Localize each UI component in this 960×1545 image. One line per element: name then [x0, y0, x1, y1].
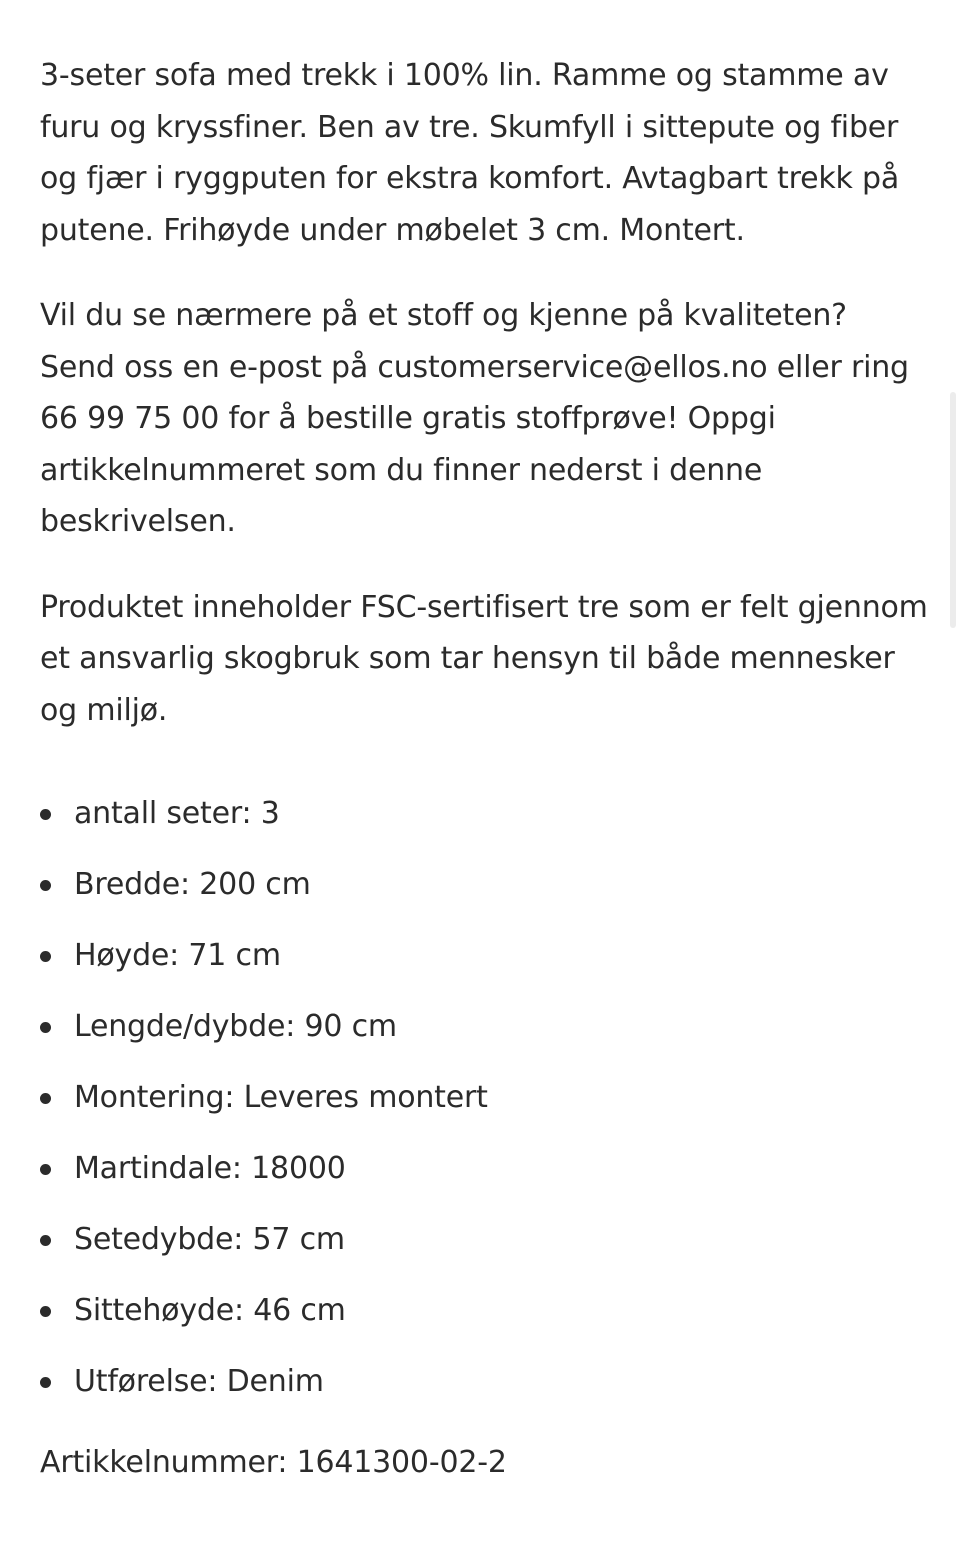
- description-paragraph-fsc: Produktet inneholder FSC-sertifisert tre som er felt gjennom et ansvarlig skogbruk som tar hensyn til både mennesker og miljø.: [40, 589, 928, 728]
- spec-item-assembly: [40, 1076, 930, 1147]
- spec-text: antall seter: 3: [74, 796, 280, 831]
- bullet-icon: [40, 1164, 51, 1175]
- spec-text: Sittehøyde: 46 cm: [74, 1293, 346, 1328]
- bullet-icon: [40, 880, 51, 891]
- spec-text: Setedybde: 57 cm: [74, 1222, 345, 1257]
- spec-item-finish: [40, 1360, 930, 1431]
- description-paragraph-material: 3-seter sofa med trekk i 100% lin. Ramme og stamme av furu og kryssfiner. Ben av tre. Skumfyll i sittepute og fiber og fjær i ryggputen for ekstra komfort. Avtagbart trekk på putene. Frihøyde under møbelet 3 cm. Montert.: [40, 58, 900, 248]
- spec-item-seat-height: [40, 1289, 930, 1360]
- description-paragraph-fabric-sample: Vil du se nærmere på et stoff og kjenne på kvaliteten? Send oss en e-post på customerservice@ellos.no eller ring 66 99 75 00 for å bestille gratis stoffprøve! Oppgi artikkelnummeret som du finner nederst i denne beskrivelsen.: [40, 298, 909, 539]
- spec-item-depth: [40, 1005, 930, 1076]
- vertical-scrollbar[interactable]: [950, 392, 956, 628]
- spec-item-seats: [40, 792, 930, 863]
- spec-item-martindale: [40, 1147, 930, 1218]
- spec-text: Montering: Leveres montert: [74, 1080, 488, 1115]
- spec-item-height: [40, 934, 930, 1005]
- bullet-icon: [40, 1093, 51, 1104]
- bullet-icon: [40, 1022, 51, 1033]
- bullet-icon: [40, 1306, 51, 1317]
- bullet-icon: [40, 1235, 51, 1246]
- bullet-icon: [40, 1377, 51, 1388]
- spec-text: Lengde/dybde: 90 cm: [74, 1009, 397, 1044]
- article-number: Artikkelnummer: 1641300-02-2: [40, 1445, 507, 1480]
- spec-item-seat-depth: [40, 1218, 930, 1289]
- spec-item-width: [40, 863, 930, 934]
- spec-list: [40, 792, 930, 1431]
- product-description: [40, 50, 930, 1485]
- bullet-icon: [40, 809, 51, 820]
- spec-text: Høyde: 71 cm: [74, 938, 281, 973]
- spec-text: Martindale: 18000: [74, 1151, 346, 1186]
- spec-text: Bredde: 200 cm: [74, 867, 311, 902]
- spec-text: Utførelse: Denim: [74, 1364, 324, 1399]
- bullet-icon: [40, 951, 51, 962]
